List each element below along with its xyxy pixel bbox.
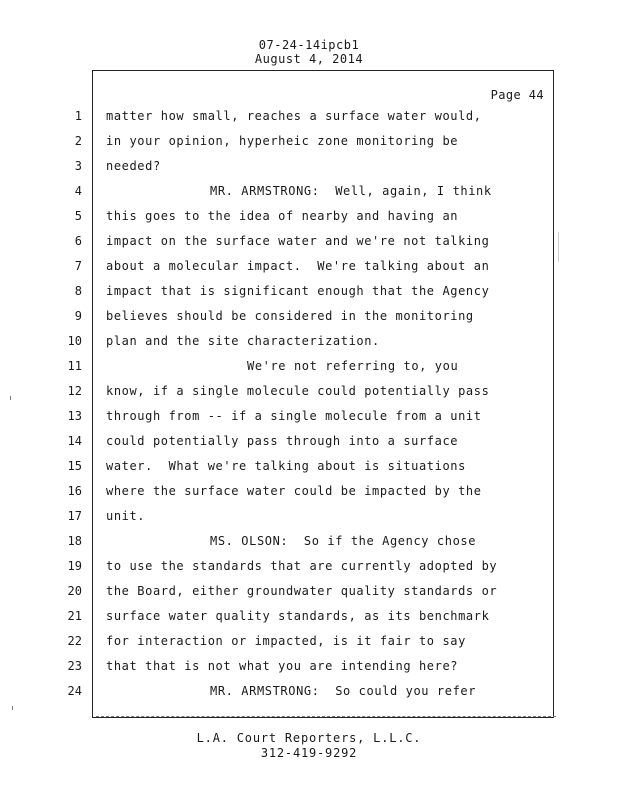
line-text: believes should be considered in the monitoring [106,309,474,323]
line-number: 21 [67,609,82,623]
line-number: 10 [67,334,82,348]
line-number: 12 [67,384,82,398]
line-text: could potentially pass through into a surface [106,434,459,448]
line-text: water. What we're talking about is situations [106,459,466,473]
line-number: 9 [74,309,82,323]
scan-speck [12,706,13,710]
line-text: plan and the site characterization. [106,334,380,348]
line-text: through from -- if a single molecule from a unit [106,409,482,423]
line-number: 19 [67,559,82,573]
line-text: impact on the surface water and we're not talking [106,234,490,248]
scan-speck [558,232,559,262]
line-text: impact that is significant enough that the Agency [106,284,490,298]
line-number: 7 [74,259,82,273]
line-number: 24 [67,684,82,698]
line-text: for interaction or impacted, is it fair to say [106,634,466,648]
line-number: 3 [74,159,82,173]
line-text: this goes to the idea of nearby and having an [106,209,459,223]
line-number: 18 [67,534,82,548]
line-number: 17 [67,509,82,523]
transcript-file-id: 07-24-14ipcb1 [258,38,360,52]
line-text: MS. OLSON: So if the Agency chose [210,534,477,548]
page-number: Page 44 [490,88,544,102]
line-number: 5 [74,209,82,223]
line-text: the Board, either groundwater quality standards or [106,584,498,598]
line-text: We're not referring to, you [247,359,459,373]
line-number: 16 [67,484,82,498]
line-number: 8 [74,284,82,298]
scan-speck [10,396,11,400]
line-number: 22 [67,634,82,648]
line-text: that that is not what you are intending here? [106,659,459,673]
transcript-date: August 4, 2014 [254,52,364,66]
line-text: where the surface water could be impacted by the [106,484,482,498]
footer-phone: 312-419-9292 [260,746,358,760]
line-number: 13 [67,409,82,423]
line-text: in your opinion, hyperheic zone monitoring be [106,134,459,148]
line-number: 1 [74,109,82,123]
line-text: MR. ARMSTRONG: So could you refer [210,684,477,698]
line-number: 14 [67,434,82,448]
line-text: surface water quality standards, as its benchmark [106,609,490,623]
page-frame-shadow [96,716,556,720]
line-text: needed? [106,159,161,173]
line-text: unit. [106,509,146,523]
line-text: about a molecular impact. We're talking about an [106,259,490,273]
line-number: 11 [67,359,82,373]
line-text: know, if a single molecule could potentially pass [106,384,490,398]
line-number: 23 [67,659,82,673]
line-number: 6 [74,234,82,248]
line-text: to use the standards that are currently adopted by [106,559,498,573]
line-text: MR. ARMSTRONG: Well, again, I think [210,184,492,198]
line-number: 20 [67,584,82,598]
footer-company: L.A. Court Reporters, L.L.C. [196,731,422,745]
line-number: 4 [74,184,82,198]
line-number: 15 [67,459,82,473]
line-number: 2 [74,134,82,148]
line-text: matter how small, reaches a surface water would, [106,109,482,123]
